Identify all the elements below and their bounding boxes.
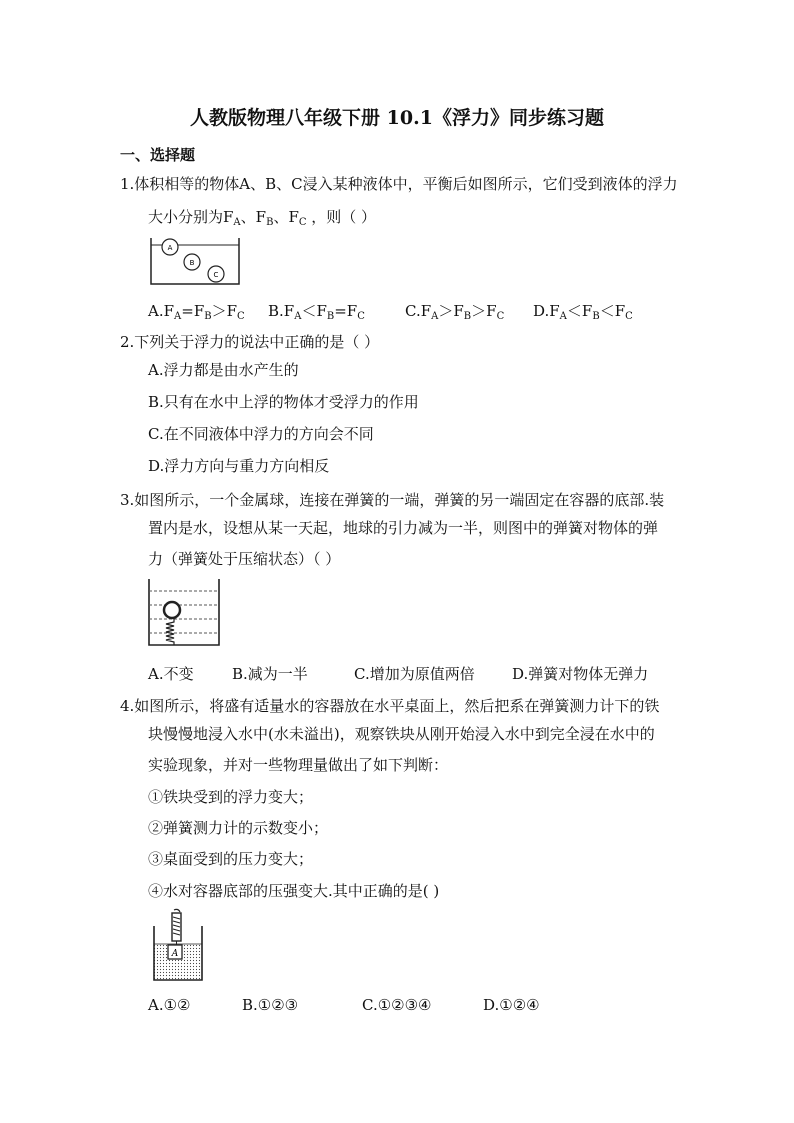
q3-options xyxy=(148,663,648,684)
ball-b xyxy=(184,254,200,270)
q4-option-b[interactable]: B.①②③ xyxy=(242,996,299,1014)
document-title: 人教版物理八年级下册 10.1《浮力》同步练习题 xyxy=(190,107,604,129)
q4-option-c[interactable]: C.①②③④ xyxy=(362,996,432,1014)
q4-statement-4: ④水对容器底部的压强变大.其中正确的是( ) xyxy=(148,882,440,900)
q3-stem-line2: 置内是水，设想从某一天起，地球的引力减为一半，则图中的弹簧对物体的弹 xyxy=(148,519,659,537)
q4-statement-1: ①铁块受到的浮力变大； xyxy=(148,788,314,806)
q2-option-a[interactable]: A.浮力都是由水产生的 xyxy=(148,361,299,379)
q3-spring-ball-figure xyxy=(146,577,226,649)
q3-option-d[interactable]: D.弹簧对物体无弹力 xyxy=(512,665,649,683)
q4-options xyxy=(148,996,540,1014)
ball-c xyxy=(208,266,224,282)
q4-statement-2: ②弹簧测力计的示数变小； xyxy=(148,819,329,837)
q4-stem-line2: 块慢慢地浸入水中(水未溢出)，观察铁块从刚开始浸入水中到完全浸在水中的 xyxy=(148,725,655,743)
svg-text:A: A xyxy=(171,949,179,959)
q3-stem-line1: 3.如图所示，一个金属球，连接在弹簧的一端，弹簧的另一端固定在容器的底部.装 xyxy=(120,491,665,509)
svg-text:A: A xyxy=(167,244,173,252)
q3-option-c[interactable]: C.增加为原值两倍 xyxy=(354,665,475,683)
spring xyxy=(166,619,174,645)
spring-scale xyxy=(172,909,181,945)
ball-a xyxy=(162,239,178,255)
svg-text:C: C xyxy=(213,271,219,279)
q1-figure-container xyxy=(150,236,242,286)
q1-option-a[interactable]: $A.F_A=F_B>F_C$ xyxy=(148,302,245,322)
q4-spring-scale-figure xyxy=(150,908,210,984)
q1-option-d[interactable]: $D.F_A<F_B<F_C$ xyxy=(533,302,633,322)
section-heading: 一、选择题 xyxy=(120,146,196,164)
q2-option-b[interactable]: B.只有在水中上浮的物体才受浮力的作用 xyxy=(148,393,419,411)
q4-statement-3: ③桌面受到的压力变大； xyxy=(148,850,314,868)
svg-text:B: B xyxy=(189,259,195,267)
q3-stem-line3: 力（弹簧处于压缩状态）（ ） xyxy=(148,550,341,568)
q3-option-b[interactable]: B.减为一半 xyxy=(232,665,308,683)
q3-option-a[interactable]: A.不变 xyxy=(148,665,194,683)
q1-options xyxy=(148,300,633,322)
q1-stem-line1: 1.体积相等的物体A、B、C浸入某种液体中，平衡后如图所示，它们受到液体的浮力 xyxy=(120,175,678,193)
metal-ball xyxy=(164,602,180,618)
iron-block xyxy=(168,945,182,959)
q4-stem-line1: 4.如图所示，将盛有适量水的容器放在水平桌面上，然后把系在弹簧测力计下的铁 xyxy=(120,697,660,715)
q4-option-a[interactable]: A.①② xyxy=(148,996,191,1014)
q4-stem-line3: 实验现象，并对一些物理量做出了如下判断： xyxy=(148,756,449,774)
q2-option-d[interactable]: D.浮力方向与重力方向相反 xyxy=(148,457,330,475)
q2-option-c[interactable]: C.在不同液体中浮力的方向会不同 xyxy=(148,425,374,443)
q1-option-b[interactable]: $B.F_A<F_B=F_C$ xyxy=(268,302,365,322)
q4-option-d[interactable]: D.①②④ xyxy=(483,996,540,1014)
q1-stem-line2: 大小分别为$F_A$、$F_B$、$F_C$ ，则（ ） xyxy=(148,208,377,228)
q1-option-c[interactable]: $C.F_A>F_B>F_C$ xyxy=(405,302,505,322)
q2-stem: 2.下列关于浮力的说法中正确的是（ ） xyxy=(120,333,380,351)
